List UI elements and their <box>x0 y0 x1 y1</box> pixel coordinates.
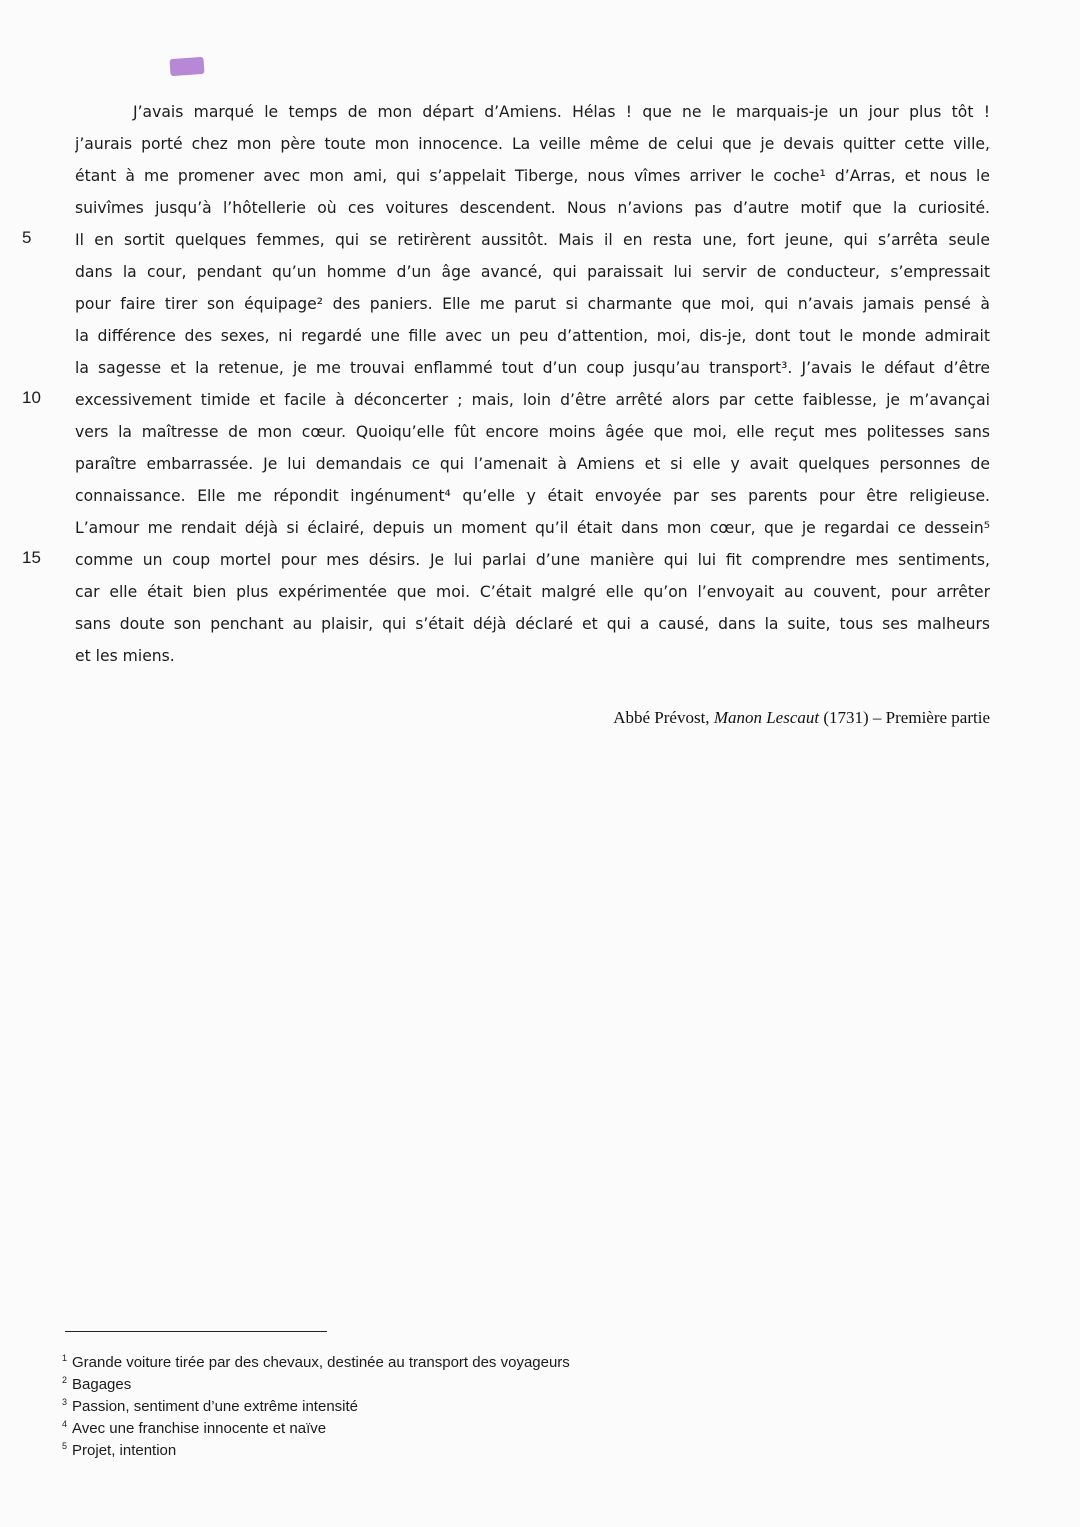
text-line: excessivement timide et facile à déconcerter ; mais, loin d’être arrêté alors par cette faiblesse, je m’avançai <box>75 391 990 409</box>
footnote <box>62 1391 570 1413</box>
text-line: sans doute son penchant au plaisir, qui s’était déjà déclaré et qui a causé, dans la suite, tous ses malheurs <box>75 615 990 633</box>
text-line: connaissance. Elle me répondit ingénument⁴ qu’elle y était envoyée par ses parents pour être religieuse. <box>75 487 990 505</box>
text-line: pour faire tirer son équipage² des paniers. Elle me parut si charmante que moi, qui n’avais jamais pensé à <box>75 295 990 313</box>
footnote <box>62 1347 570 1369</box>
attribution-author: Abbé Prévost, <box>613 708 710 727</box>
text-line: j’aurais porté chez mon père toute mon innocence. La veille même de celui que je devais quitter cette ville, <box>75 135 990 153</box>
footnote-text: Projet, intention <box>72 1442 177 1459</box>
text-line: la sagesse et la retenue, je me trouvai enflammé tout d’un coup jusqu’au transport³. J’avais le défaut d’être <box>75 359 990 377</box>
purple-highlighter-mark <box>169 57 204 76</box>
text-line: et les miens. <box>75 647 175 665</box>
text-line: suivîmes jusqu’à l’hôtellerie où ces voitures descendent. Nous n’avions pas d’autre motif que la curiosité. <box>75 199 990 217</box>
text-line: comme un coup mortel pour mes désirs. Je lui parlai d’une manière qui lui fit comprendre mes sentiments, <box>75 551 990 569</box>
text-line: car elle était bien plus expérimentée que moi. C’était malgré elle qu’on l’envoyait au couvent, pour arrêter <box>75 583 990 601</box>
line-number-10: 10 <box>22 388 41 407</box>
attribution-date-part: (1731) – Première partie <box>823 708 990 727</box>
source-attribution <box>613 708 990 728</box>
footnote <box>62 1413 570 1435</box>
text-line: L’amour me rendait déjà si éclairé, depuis un moment qu’il était dans mon cœur, que je regardai ce dessein⁵ <box>75 519 990 537</box>
footnote-number: 1 <box>62 1353 68 1363</box>
footnote-text: Passion, sentiment d’une extrême intensité <box>72 1398 359 1415</box>
footnote-text: Grande voiture tirée par des chevaux, destinée au transport des voyageurs <box>72 1354 570 1371</box>
footnote-number: 4 <box>62 1419 68 1429</box>
footnote-text: Avec une franchise innocente et naïve <box>72 1420 327 1437</box>
passage-text <box>75 96 990 672</box>
footnote-number: 5 <box>62 1441 68 1451</box>
text-line: J’avais marqué le temps de mon départ d’Amiens. Hélas ! que ne le marquais-je un jour plus tôt ! <box>133 103 990 121</box>
text-line: dans la cour, pendant qu’un homme d’un âge avancé, qui paraissait lui servir de conducteur, s’empressait <box>75 263 990 281</box>
line-number-5: 5 <box>22 228 32 247</box>
footnote-number: 3 <box>62 1397 68 1407</box>
text-line: paraître embarrassée. Je lui demandais ce qui l’amenait à Amiens et si elle y avait quelques personnes de <box>75 455 990 473</box>
line-number-15: 15 <box>22 548 41 567</box>
footnote-number: 2 <box>62 1375 68 1385</box>
footnote <box>62 1369 570 1391</box>
footnote-separator <box>65 1331 327 1332</box>
text-line: Il en sortit quelques femmes, qui se retirèrent aussitôt. Mais il en resta une, fort jeune, qui s’arrêta seule <box>75 231 990 249</box>
text-line: étant à me promener avec mon ami, qui s’appelait Tiberge, nous vîmes arriver le coche¹ d’Arras, et nous le <box>75 167 990 185</box>
footnote <box>62 1435 570 1457</box>
text-line: la différence des sexes, ni regardé une fille avec un peu d’attention, moi, dis-je, dont tout le monde admirait <box>75 327 990 345</box>
attribution-title: Manon Lescaut <box>713 708 820 727</box>
text-line: vers la maîtresse de mon cœur. Quoiqu’elle fût encore moins âgée que moi, elle reçut mes politesses sans <box>75 423 990 441</box>
footnotes <box>62 1347 570 1457</box>
footnote-text: Bagages <box>72 1376 132 1393</box>
